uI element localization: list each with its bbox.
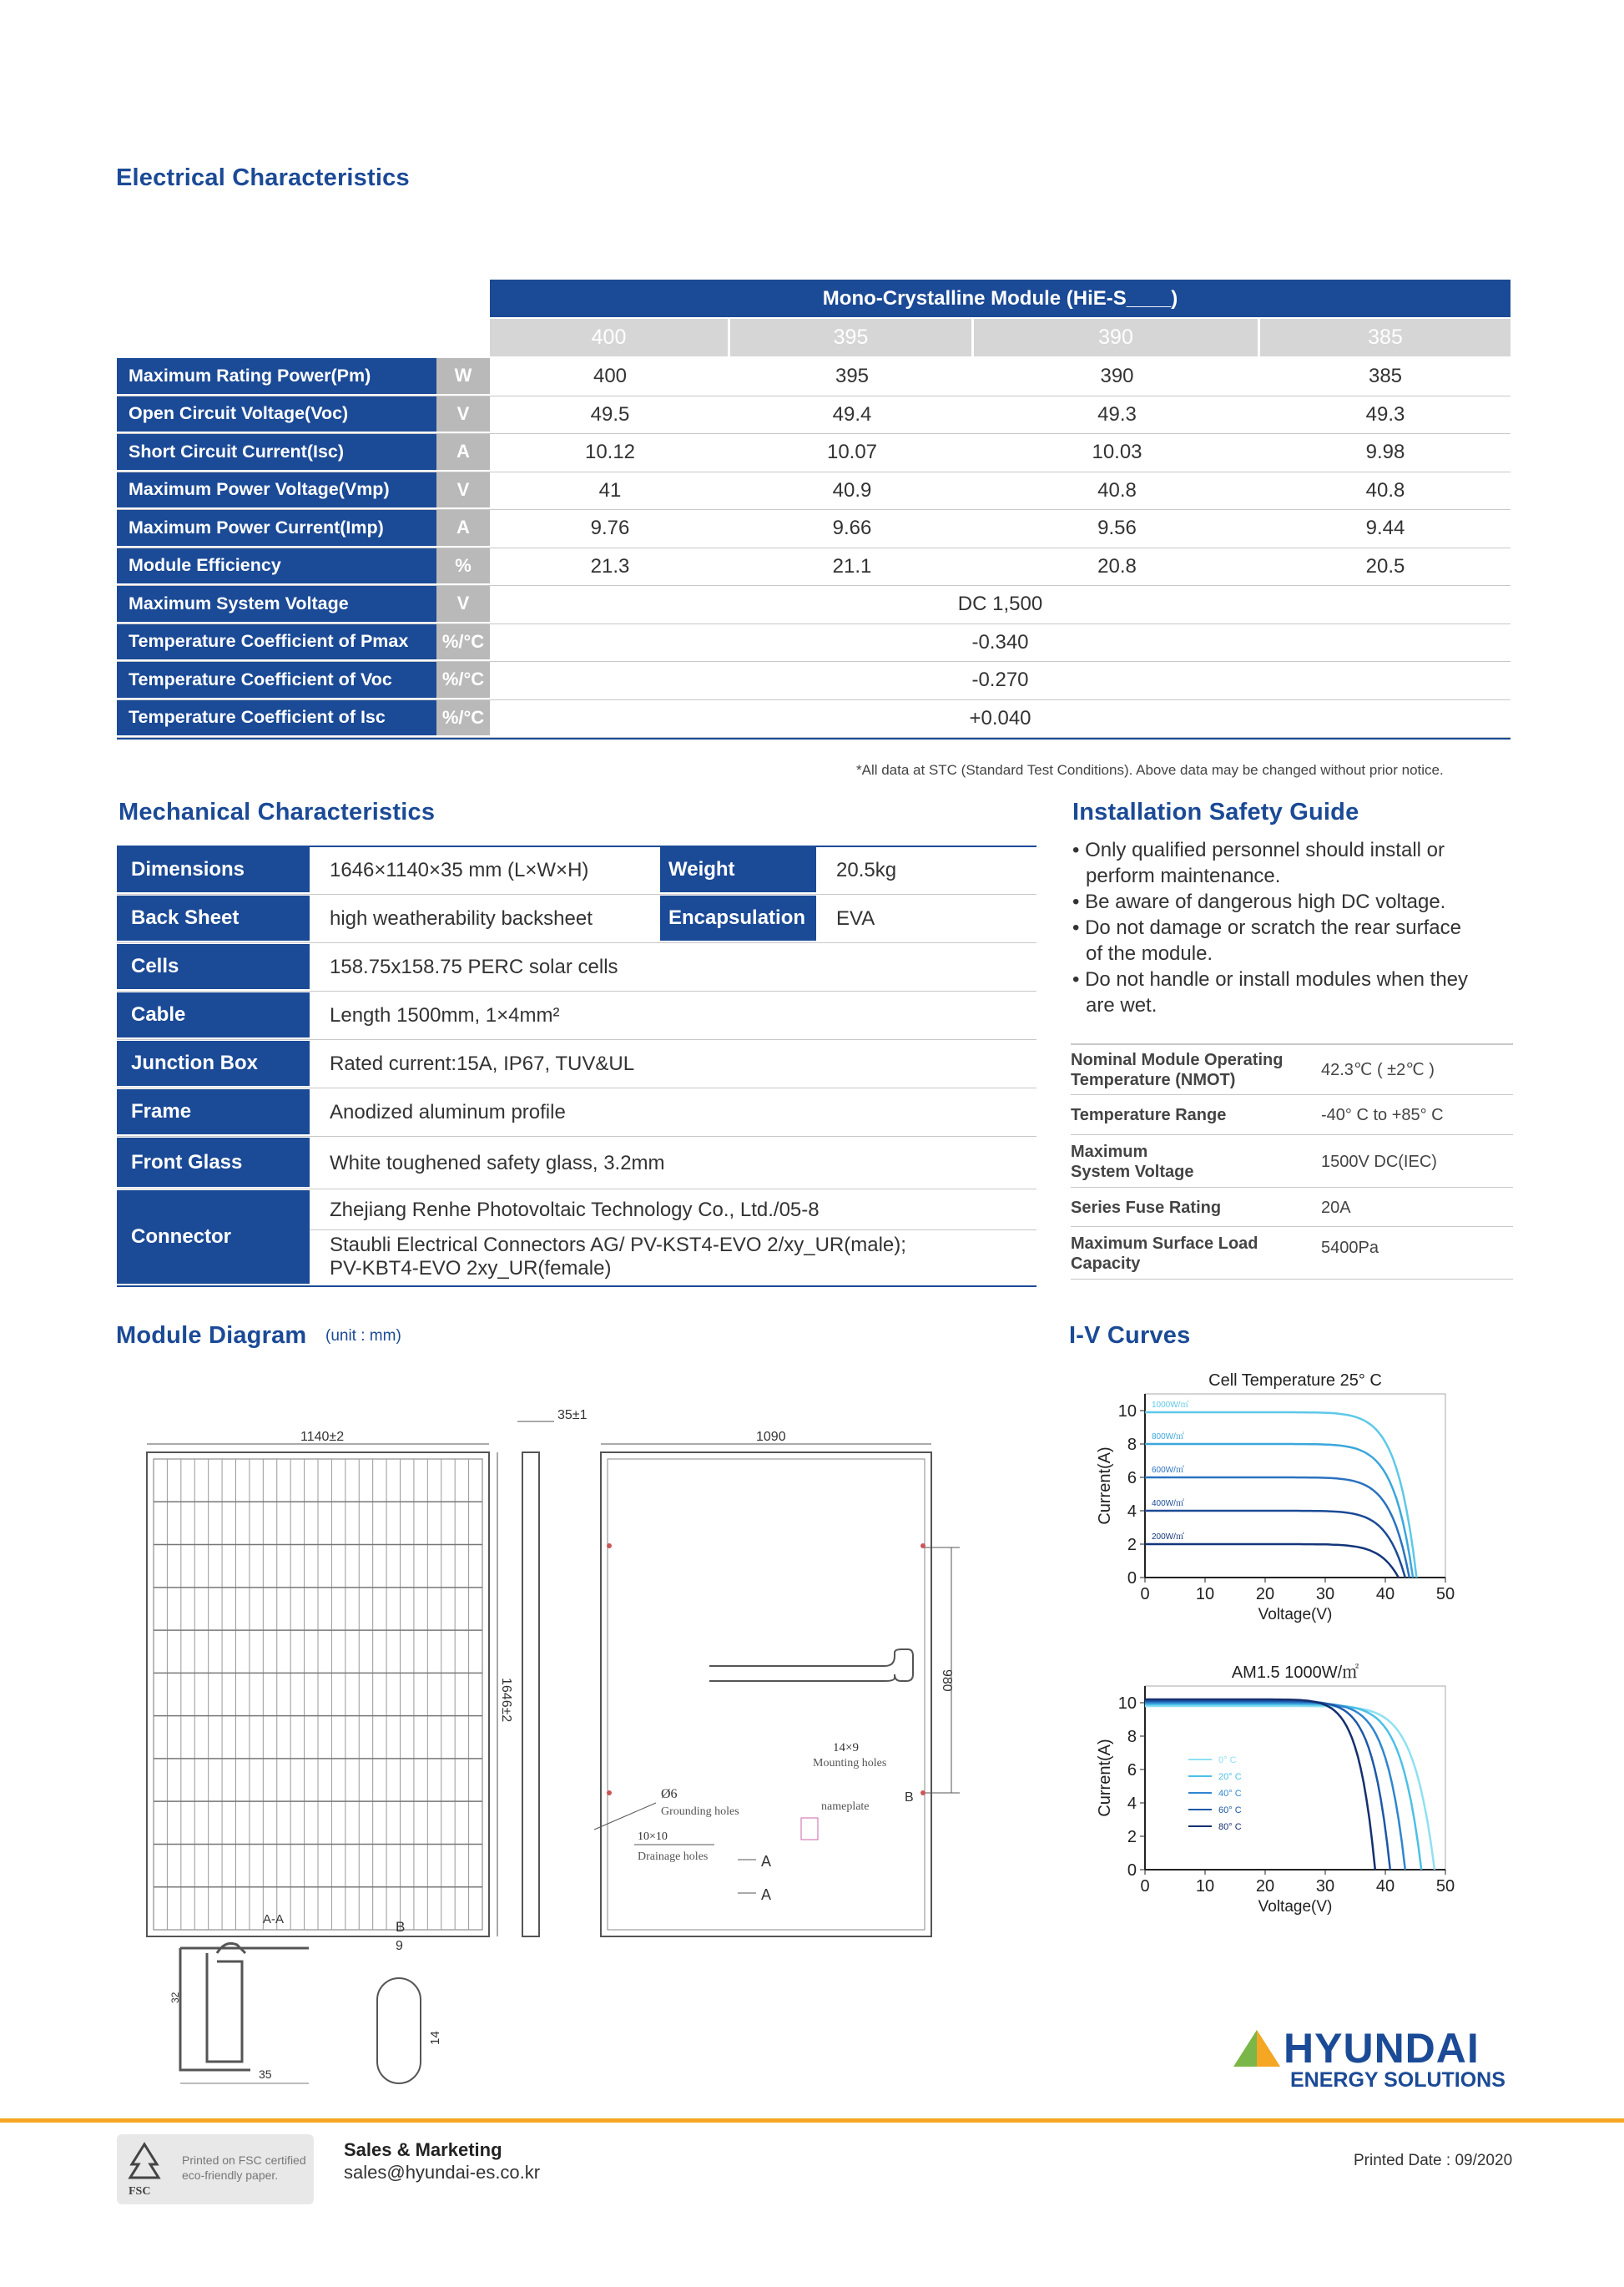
- legend-label: 0° C: [1218, 1755, 1237, 1765]
- mech-label: Back Sheet: [117, 896, 310, 942]
- safety-value: -40° C to +85° C: [1321, 1106, 1444, 1124]
- x-tick-label: 40: [1375, 1877, 1395, 1896]
- electrical-row: [117, 624, 1511, 663]
- drain-label: Drainage holes: [638, 1850, 709, 1863]
- iv-series-line: [1145, 1706, 1435, 1870]
- x-tick-label: 10: [1195, 1877, 1215, 1896]
- row-unit: %/°C: [436, 624, 490, 662]
- series-label: 1000W/㎡: [1152, 1401, 1189, 1410]
- iv-charts: [1093, 1369, 1527, 1953]
- iv-series-line: [1145, 1699, 1375, 1870]
- model-400: 400: [490, 319, 728, 356]
- mount-hole: [920, 1543, 925, 1548]
- row-value: 49.4: [832, 402, 872, 426]
- module-header: Mono-Crystalline Module (HiE-S____): [490, 280, 1511, 317]
- safety-label: Temperature Range: [1071, 1106, 1227, 1124]
- brand-sub: ENERGY SOLUTIONS: [1290, 2068, 1505, 2092]
- mount-hole: [920, 1790, 925, 1795]
- ground-label: Grounding holes: [661, 1805, 739, 1818]
- safety-value: 1500V DC(IEC): [1321, 1152, 1437, 1171]
- model-390: 390: [974, 319, 1258, 356]
- safety-row: [1071, 1096, 1513, 1135]
- drain-dim: 10×10: [638, 1830, 668, 1843]
- mech-label: Encapsulation: [660, 896, 816, 942]
- mechanical-table: [117, 846, 1036, 1280]
- y-tick-label: 0: [1127, 1861, 1137, 1880]
- legend-label: 60° C: [1218, 1805, 1242, 1815]
- mech-label: Dimensions: [117, 847, 310, 894]
- bullet-line: • Do not damage or scratch the rear surface: [1072, 916, 1461, 939]
- iv-title: I-V Curves: [1069, 1322, 1191, 1349]
- mech-value: Rated current:15A, IP67, TUV&UL: [330, 1053, 635, 1075]
- mech-label: Front Glass: [117, 1138, 310, 1189]
- module-diagram: [134, 1402, 1001, 2095]
- iv-series-line: [1145, 1477, 1410, 1578]
- row-value: 9.44: [1365, 517, 1405, 540]
- electrical-row: [117, 548, 1511, 587]
- label-line: Temperature (NMOT): [1071, 1070, 1236, 1089]
- row-value: 20.8: [1097, 554, 1137, 578]
- mech-label: Connector: [117, 1190, 310, 1285]
- series-label: 600W/㎡: [1152, 1466, 1184, 1475]
- bullet-line: • Only qualified personnel should install or: [1072, 839, 1445, 861]
- electrical-row: [117, 510, 1511, 548]
- ground-dim: Ø6: [661, 1787, 678, 1801]
- fsc-badge: [117, 2134, 314, 2204]
- dim-1140: 1140±2: [300, 1430, 345, 1444]
- x-tick-label: 30: [1315, 1877, 1335, 1896]
- detail-b-label: B: [396, 1919, 406, 1935]
- mech-value: PV-KBT4-EVO 2xy_UR(female): [330, 1257, 612, 1280]
- fsc-line: eco-friendly paper.: [182, 2168, 279, 2182]
- row-label: Maximum Rating Power(Pm): [117, 358, 436, 396]
- x-tick-label: 0: [1140, 1877, 1150, 1896]
- row-value: 49.3: [1365, 402, 1405, 426]
- row-label: Short Circuit Current(Isc): [117, 434, 436, 472]
- dim-14: 14: [428, 2031, 442, 2045]
- row-unit: %/°C: [436, 662, 490, 699]
- mech-label: Cable: [117, 992, 310, 1039]
- safety-value: 5400Pa: [1321, 1239, 1379, 1257]
- chart-title: Cell Temperature 25° C: [1208, 1371, 1382, 1390]
- front-view: [147, 1430, 513, 1936]
- legend-label: 40° C: [1218, 1789, 1242, 1799]
- frame-profile: [180, 1948, 309, 2070]
- iv-series-line: [1145, 1544, 1399, 1578]
- mech-label: Cells: [117, 944, 310, 991]
- series-label: 800W/㎡: [1152, 1432, 1184, 1441]
- legend-label: 20° C: [1218, 1772, 1242, 1782]
- row-value: 40.8: [1365, 478, 1405, 502]
- row-value: 385: [1368, 365, 1403, 388]
- label-line: Nominal Module Operating: [1071, 1050, 1284, 1069]
- series-label: 400W/㎡: [1152, 1499, 1184, 1508]
- row-unit: V: [436, 586, 490, 623]
- stc-note: *All data at STC (Standard Test Conditions). Above data may be changed without prior notice.: [856, 762, 1444, 778]
- row-unit: V: [436, 396, 490, 434]
- x-tick-label: 50: [1435, 1585, 1455, 1603]
- legend-label: 80° C: [1218, 1822, 1242, 1832]
- diagram-title: Module Diagram: [116, 1322, 307, 1349]
- nameplate: [801, 1818, 818, 1840]
- label-line: Maximum: [1071, 1142, 1148, 1161]
- x-axis-label: Voltage(V): [1258, 1898, 1333, 1916]
- model-header-row: [490, 319, 1511, 356]
- y-tick-label: 8: [1127, 1436, 1137, 1454]
- y-tick-label: 0: [1127, 1569, 1137, 1588]
- electrical-row: [117, 358, 1511, 396]
- mech-row-glass: [117, 1138, 1036, 1189]
- bullet-line: • Be aware of dangerous high DC voltage.: [1072, 891, 1446, 913]
- sales-title: Sales & Marketing: [344, 2139, 502, 2160]
- safety-label: [1071, 1136, 1319, 1187]
- row-unit: A: [436, 434, 490, 472]
- y-tick-label: 4: [1127, 1795, 1137, 1813]
- footer-rule: [0, 2118, 1624, 2123]
- diagram-unit: (unit : mm): [325, 1327, 401, 1345]
- safety-row: [1071, 1136, 1513, 1188]
- section-a-bottom: A: [761, 1886, 772, 1903]
- x-tick-label: 40: [1375, 1585, 1395, 1603]
- row-value: 9.98: [1365, 441, 1405, 464]
- printed-date: Printed Date : 09/2020: [1354, 2152, 1513, 2169]
- mech-value: high weatherability backsheet: [330, 907, 593, 930]
- x-tick-label: 50: [1435, 1877, 1455, 1896]
- y-axis-label: Current(A): [1096, 1739, 1114, 1817]
- row-value: DC 1,500: [957, 593, 1043, 616]
- row-value: 9.56: [1097, 517, 1137, 540]
- mech-row-junction: [117, 1041, 1036, 1088]
- safety-value: 42.3℃ ( ±2℃ ): [1321, 1060, 1435, 1079]
- safety-value: 20A: [1321, 1198, 1351, 1217]
- y-tick-label: 2: [1127, 1828, 1137, 1846]
- row-value: -0.270: [971, 669, 1029, 692]
- row-value: 40.9: [832, 478, 872, 502]
- safety-bullet: [1072, 915, 1523, 967]
- mech-value: Length 1500mm, 1×4mm²: [330, 1004, 560, 1027]
- row-value: 10.12: [584, 441, 636, 464]
- x-axis-label: Voltage(V): [1258, 1606, 1333, 1623]
- brand-logo: [1232, 2025, 1512, 2095]
- x-tick-label: 10: [1195, 1585, 1215, 1603]
- electrical-row: [117, 662, 1511, 700]
- iv-series-line: [1145, 1701, 1390, 1870]
- safety-bullet: [1072, 967, 1523, 1018]
- safety-table: [1071, 1043, 1513, 1273]
- mechanical-title: Mechanical Characteristics: [119, 799, 436, 825]
- row-value: 400: [593, 365, 628, 388]
- mech-value: Staubli Electrical Connectors AG/ PV-KST4-EVO 2/xy_UR(male);: [330, 1234, 906, 1256]
- safety-bullets: [1072, 837, 1523, 1018]
- fsc-tree-icon: [125, 2139, 164, 2199]
- row-unit: %: [436, 548, 490, 586]
- label-line: Maximum Surface Load: [1071, 1234, 1258, 1253]
- row-label: Temperature Coefficient of Voc: [117, 662, 436, 699]
- model-395: 395: [730, 319, 971, 356]
- row-value: 390: [1100, 365, 1134, 388]
- mech-value: Anodized aluminum profile: [330, 1101, 566, 1123]
- mount-label: Mounting holes: [813, 1757, 887, 1770]
- row-unit: A: [436, 510, 490, 548]
- dim-35: 35±1: [557, 1408, 588, 1422]
- chart-title: AM1.5 1000W/㎡: [1231, 1664, 1359, 1682]
- label-line: System Voltage: [1071, 1162, 1194, 1181]
- safety-label: Series Fuse Rating: [1071, 1198, 1222, 1217]
- bullet-line: perform maintenance.: [1086, 865, 1281, 887]
- fsc-line: Printed on FSC certified: [182, 2153, 306, 2167]
- dim-35-section: 35: [259, 2067, 272, 2081]
- safety-bullet: [1072, 837, 1523, 889]
- mount-dim: 14×9: [833, 1741, 859, 1754]
- mech-value: 20.5kg: [836, 859, 897, 881]
- safety-label: [1071, 1045, 1319, 1094]
- y-tick-label: 4: [1127, 1502, 1137, 1521]
- bullet-line: • Do not handle or install modules when they: [1072, 968, 1469, 991]
- dim-1090: 1090: [756, 1430, 786, 1444]
- mech-value: White toughened safety glass, 3.2mm: [330, 1151, 665, 1174]
- row-value: -0.340: [971, 630, 1029, 654]
- safety-label: [1071, 1228, 1319, 1279]
- section-a-top: A: [761, 1853, 772, 1870]
- row-value: 40.8: [1097, 478, 1137, 502]
- detail-b-view: [377, 1919, 442, 2083]
- row-value: 21.3: [590, 554, 630, 578]
- electrical-row: [117, 434, 1511, 472]
- y-tick-label: 8: [1127, 1728, 1137, 1746]
- series-label: 200W/㎡: [1152, 1532, 1184, 1542]
- mount-hole: [607, 1543, 612, 1548]
- row-label: Maximum Power Current(Imp): [117, 510, 436, 548]
- mech-value: 158.75x158.75 PERC solar cells: [330, 956, 618, 978]
- iv-series-line: [1145, 1703, 1405, 1870]
- side-profile: [522, 1452, 539, 1936]
- side-view: [517, 1408, 588, 1936]
- fsc-note: [182, 2153, 306, 2183]
- mech-label: Frame: [117, 1089, 310, 1136]
- row-value: 9.66: [832, 517, 872, 540]
- mech-row-frame: [117, 1089, 1036, 1137]
- x-tick-label: 20: [1255, 1585, 1275, 1603]
- row-unit: W: [436, 358, 490, 396]
- mech-row-backsheet: [117, 896, 1036, 943]
- x-tick-label: 0: [1140, 1585, 1150, 1603]
- mech-label: Junction Box: [117, 1041, 310, 1088]
- row-label: Open Circuit Voltage(Voc): [117, 396, 436, 434]
- dim-1646: 1646±2: [499, 1678, 513, 1723]
- connector-values: [310, 1190, 1036, 1285]
- junction-cable: [709, 1649, 913, 1681]
- row-label: Temperature Coefficient of Isc: [117, 700, 436, 738]
- mech-row-dimensions: [117, 847, 1036, 895]
- y-axis-label: Current(A): [1096, 1446, 1114, 1525]
- dim-980: 980: [940, 1669, 954, 1692]
- plot-area: [1145, 1686, 1445, 1870]
- safety-row: [1071, 1189, 1513, 1227]
- iv-series-line: [1145, 1704, 1421, 1870]
- mech-row-cells: [117, 944, 1036, 992]
- model-385: 385: [1260, 319, 1511, 356]
- x-tick-label: 30: [1315, 1585, 1335, 1603]
- y-tick-label: 6: [1127, 1761, 1137, 1780]
- connector2: [330, 1234, 906, 1280]
- row-value: 49.3: [1097, 402, 1137, 426]
- mount-hole: [607, 1790, 612, 1795]
- mech-label: Weight: [660, 847, 816, 894]
- y-tick-label: 10: [1117, 1694, 1137, 1713]
- row-value: 9.76: [590, 517, 630, 540]
- dim-9: 9: [396, 1939, 403, 1953]
- bullet-line: are wet.: [1086, 994, 1157, 1017]
- row-unit: %/°C: [436, 700, 490, 738]
- brand-name: HYUNDAI: [1284, 2025, 1480, 2072]
- safety-bullet: [1072, 889, 1523, 915]
- logo-triangle-icon: [1232, 2028, 1282, 2068]
- row-value: 395: [835, 365, 870, 388]
- leader: [594, 1803, 656, 1830]
- electrical-row: [117, 586, 1511, 624]
- mech-value: 1646×1140×35 mm (L×W×H): [330, 859, 589, 881]
- safety-title: Installation Safety Guide: [1072, 799, 1359, 825]
- row-unit: V: [436, 472, 490, 510]
- table-bottom-rule: [117, 738, 1511, 740]
- electrical-row: [117, 700, 1511, 739]
- dim-32: 32: [169, 1992, 181, 2003]
- row-value: 21.1: [832, 554, 872, 578]
- sales-email[interactable]: sales@hyundai-es.co.kr: [344, 2162, 541, 2183]
- row-value: 10.07: [826, 441, 878, 464]
- row-value: 20.5: [1365, 554, 1405, 578]
- mech-value: Zhejiang Renhe Photovoltaic Technology Co., Ltd./05-8: [310, 1190, 1036, 1230]
- y-tick-label: 10: [1117, 1402, 1137, 1421]
- nameplate-label: nameplate: [821, 1800, 870, 1813]
- section-aa: [169, 1912, 309, 2083]
- row-label: Module Efficiency: [117, 548, 436, 586]
- row-label: Maximum System Voltage: [117, 586, 436, 623]
- row-value: 10.03: [1092, 441, 1142, 464]
- row-label: Maximum Power Voltage(Vmp): [117, 472, 436, 510]
- mech-row-connector: [117, 1190, 1036, 1287]
- y-tick-label: 6: [1127, 1469, 1137, 1487]
- electrical-title: Electrical Characteristics: [116, 164, 410, 191]
- row-value: +0.040: [969, 706, 1031, 730]
- row-label: Temperature Coefficient of Pmax: [117, 624, 436, 662]
- electrical-row: [117, 472, 1511, 511]
- mech-value: EVA: [836, 907, 875, 930]
- mech-row-cable: [117, 992, 1036, 1040]
- safety-row: [1071, 1045, 1513, 1095]
- section-aa-label: A-A: [263, 1912, 285, 1926]
- back-view: [594, 1430, 960, 1936]
- x-tick-label: 20: [1255, 1877, 1275, 1896]
- row-value: 41: [598, 478, 622, 502]
- electrical-row: [117, 396, 1511, 435]
- safety-row: [1071, 1228, 1513, 1280]
- label-line: Capacity: [1071, 1254, 1141, 1273]
- row-value: 49.5: [590, 402, 630, 426]
- tree-shape: [130, 2144, 159, 2178]
- bullet-line: of the module.: [1086, 942, 1213, 965]
- cell-grid: [154, 1459, 482, 1930]
- y-tick-label: 2: [1127, 1536, 1137, 1554]
- logo-orange: [1257, 2030, 1280, 2067]
- fsc-text: FSC: [129, 2185, 151, 2198]
- slot-hole: [377, 1978, 421, 2083]
- detail-b: B: [905, 1790, 914, 1805]
